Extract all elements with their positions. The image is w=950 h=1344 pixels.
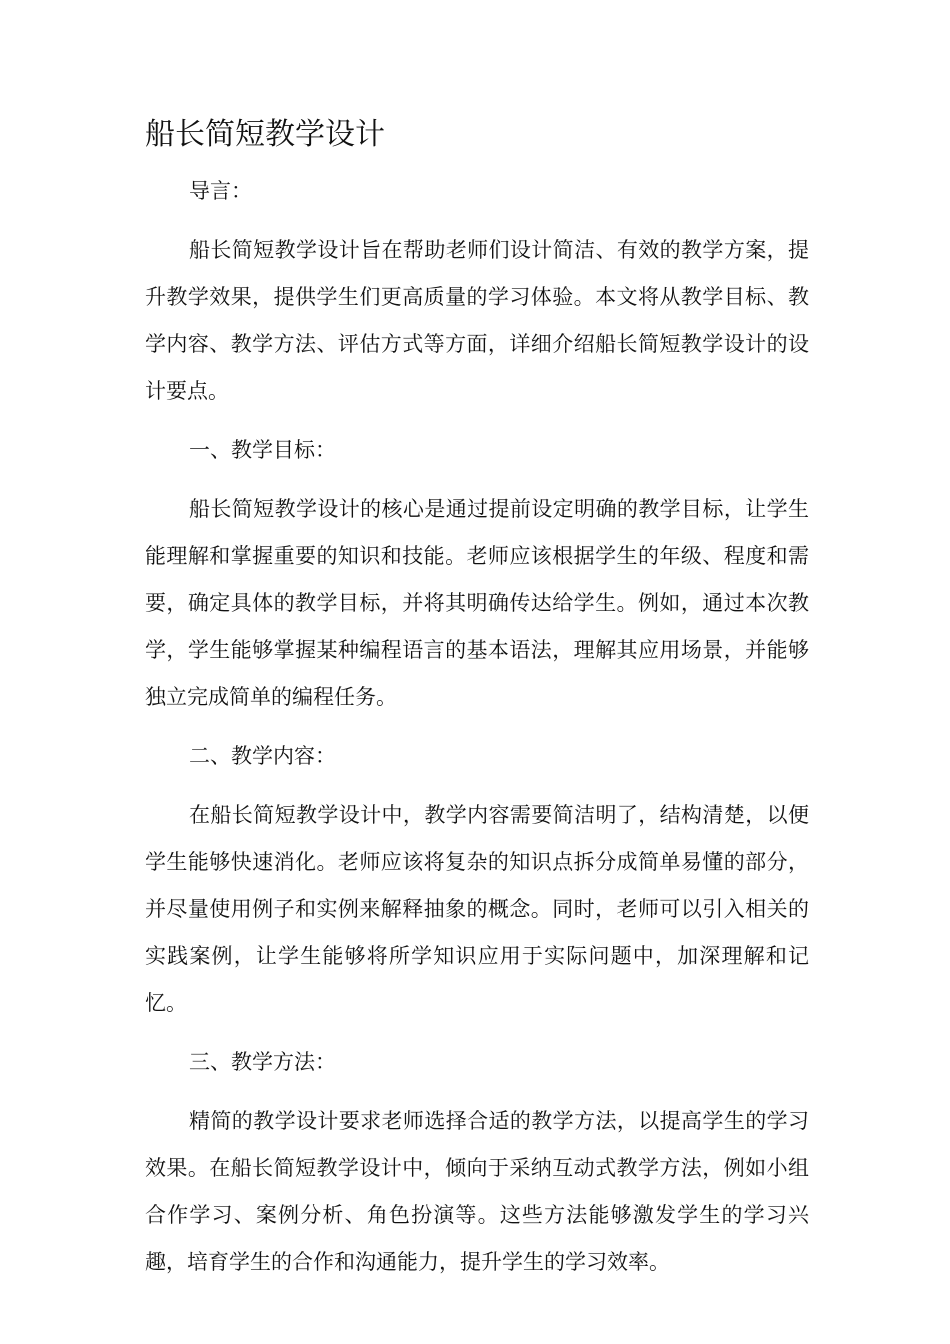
section-heading-content: 二、教学内容： <box>189 744 336 768</box>
section-heading-goals: 一、教学目标： <box>189 438 336 462</box>
document-body <box>145 112 809 1298</box>
document-title: 船长简短教学设计 <box>145 117 385 152</box>
intro-paragraph: 船长简短教学设计旨在帮助老师们设计简洁、有效的教学方案，提升教学效果，提供学生们更高质量的学习体验。本文将从教学目标、教学内容、教学方法、评估方式等方面，详细介绍船长简短教学设计的设计要点。 <box>145 238 809 403</box>
section-paragraph-content: 在船长简短教学设计中，教学内容需要简洁明了，结构清楚，以便学生能够快速消化。老师应该将复杂的知识点拆分成简单易懂的部分，并尽量使用例子和实例来解释抽象的概念。同时，老师可以引入相关的实践案例，让学生能够将所学知识应用于实际问题中，加深理解和记忆。 <box>145 803 809 1015</box>
intro-label: 导言： <box>189 179 252 203</box>
section-paragraph-methods: 精简的教学设计要求老师选择合适的教学方法，以提高学生的学习效果。在船长简短教学设计中，倾向于采纳互动式教学方法，例如小组合作学习、案例分析、角色扮演等。这些方法能够激发学生的学习兴趣，培育学生的合作和沟通能力，提升学生的学习效率。 <box>145 1109 809 1274</box>
section-heading-methods: 三、教学方法： <box>189 1050 336 1074</box>
section-paragraph-goals: 船长简短教学设计的核心是通过提前设定明确的教学目标，让学生能理解和掌握重要的知识和技能。老师应该根据学生的年级、程度和需要，确定具体的教学目标，并将其明确传达给学生。例如，通过本次教学，学生能够掌握某种编程语言的基本语法，理解其应用场景，并能够独立完成简单的编程任务。 <box>145 497 809 709</box>
